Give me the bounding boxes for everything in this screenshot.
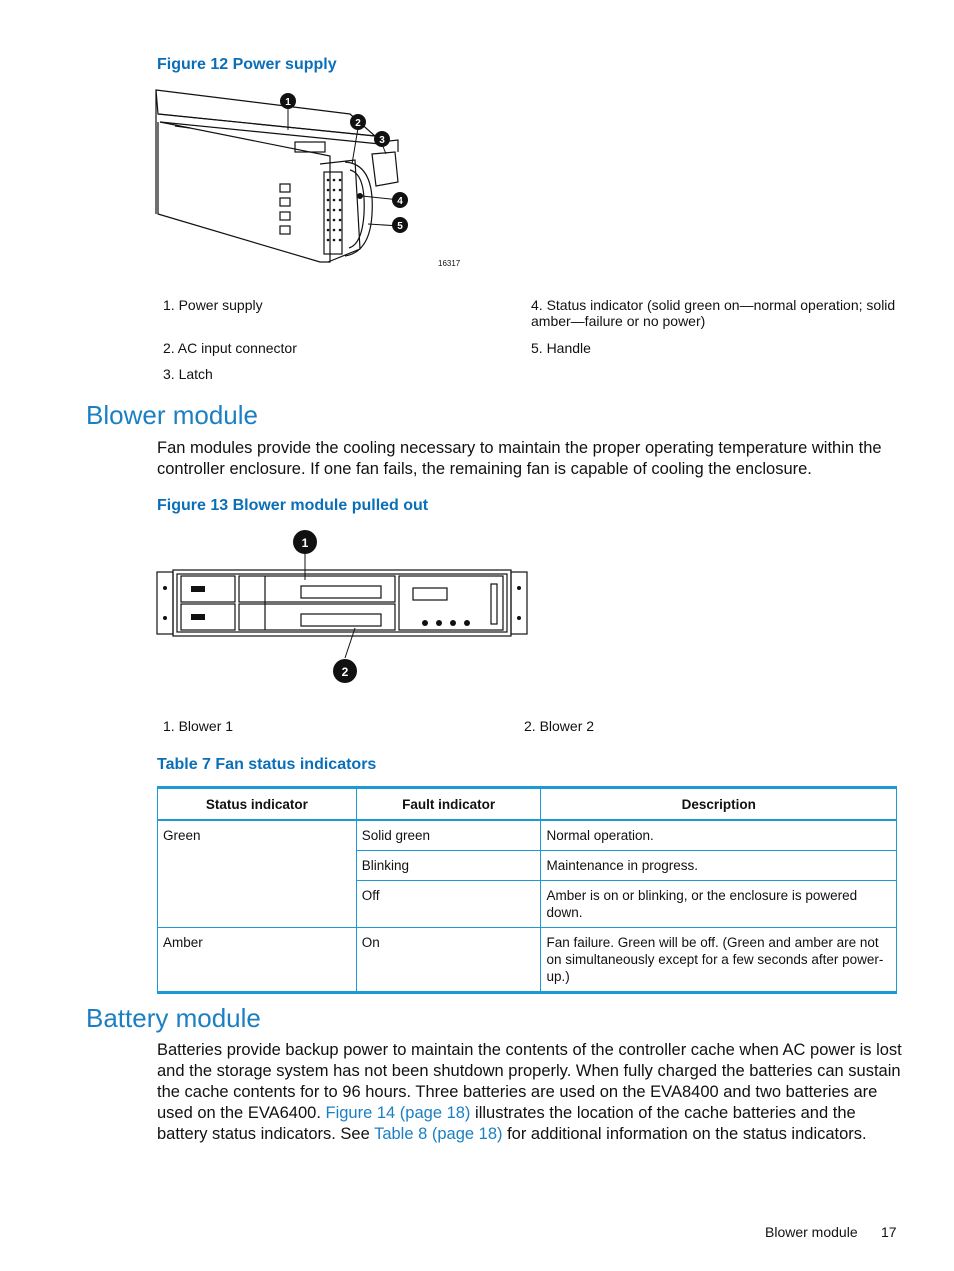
table-cell: Blinking xyxy=(356,851,541,881)
battery-text: illustrates the location of the cache batteries and the battery status indicators. See xyxy=(157,1104,856,1143)
table-row xyxy=(158,928,897,993)
table-cell: Maintenance in progress. xyxy=(541,851,897,881)
page-number: 17 xyxy=(881,1224,897,1240)
legend-item: 4. Status indicator (solid green on—normal operation; solid amber—failure or no power) xyxy=(531,297,896,329)
legend-item: 3. Latch xyxy=(163,366,213,382)
table-cell: Off xyxy=(356,881,541,928)
table-cell: Solid green xyxy=(356,820,541,851)
battery-text: for additional information on the status indicators. xyxy=(502,1125,867,1143)
callout-5-label: 5 xyxy=(397,221,403,232)
column-header: Fault indicator xyxy=(356,788,541,821)
footer-section-name: Blower module xyxy=(765,1224,858,1240)
callout-4-label: 4 xyxy=(397,196,403,207)
legend-item: 5. Handle xyxy=(531,340,591,356)
battery-text: Batteries provide backup power to maintain the contents of the controller cache when AC power is lost and the storage system has not been shutdown properly. When fully charged the batteries can sustain the cache contents for to 96 hours. Three batteries are used on the EVA8400 and two batteries are used on the EVA6400. xyxy=(157,1041,902,1122)
section-heading-battery: Battery module xyxy=(86,1003,261,1033)
table-cell: Amber is on or blinking, or the enclosure is powered down. xyxy=(541,881,897,928)
table-cell: Green xyxy=(158,820,357,928)
blower-paragraph: Fan modules provide the cooling necessary to maintain the proper operating temperature within the controller enclosure. If one fan fails, the remaining fan is capable of cooling the enclosure. xyxy=(157,439,882,478)
power-supply-illustration xyxy=(150,84,470,274)
table-cell: Fan failure. Green will be off. (Green and amber are not on simultaneously except for a few seconds after power-up.) xyxy=(541,928,897,993)
table-cell: Normal operation. xyxy=(541,820,897,851)
legend-item: 1. Blower 1 xyxy=(163,718,234,734)
callout-2-label: 2 xyxy=(355,118,361,129)
battery-paragraph xyxy=(157,1040,902,1145)
table-header-row xyxy=(158,788,897,821)
callout-1-label: 1 xyxy=(285,97,291,108)
callout-2-label: 2 xyxy=(341,665,349,679)
section-heading-blower: Blower module xyxy=(86,400,258,430)
table-cell: On xyxy=(356,928,541,993)
blower-module-illustration xyxy=(155,528,530,688)
table-row xyxy=(158,820,897,851)
callout-1-label: 1 xyxy=(301,536,309,550)
figure-14-link[interactable]: Figure 14 (page 18) xyxy=(325,1104,471,1122)
table-cell: Amber xyxy=(158,928,357,993)
figure-12-caption: Figure 12 Power supply xyxy=(157,56,337,73)
column-header: Status indicator xyxy=(158,788,357,821)
table-8-link[interactable]: Table 8 (page 18) xyxy=(374,1125,503,1143)
legend-item: 2. AC input connector xyxy=(163,340,297,356)
fan-status-table xyxy=(157,786,897,994)
legend-item: 2. Blower 2 xyxy=(524,718,595,734)
figure-13-caption: Figure 13 Blower module pulled out xyxy=(157,497,429,514)
legend-item: 1. Power supply xyxy=(163,297,263,313)
callout-3-label: 3 xyxy=(379,135,385,146)
table-7-caption: Table 7 Fan status indicators xyxy=(157,756,377,773)
column-header: Description xyxy=(541,788,897,821)
figure-image-id: 16317 xyxy=(438,259,461,268)
